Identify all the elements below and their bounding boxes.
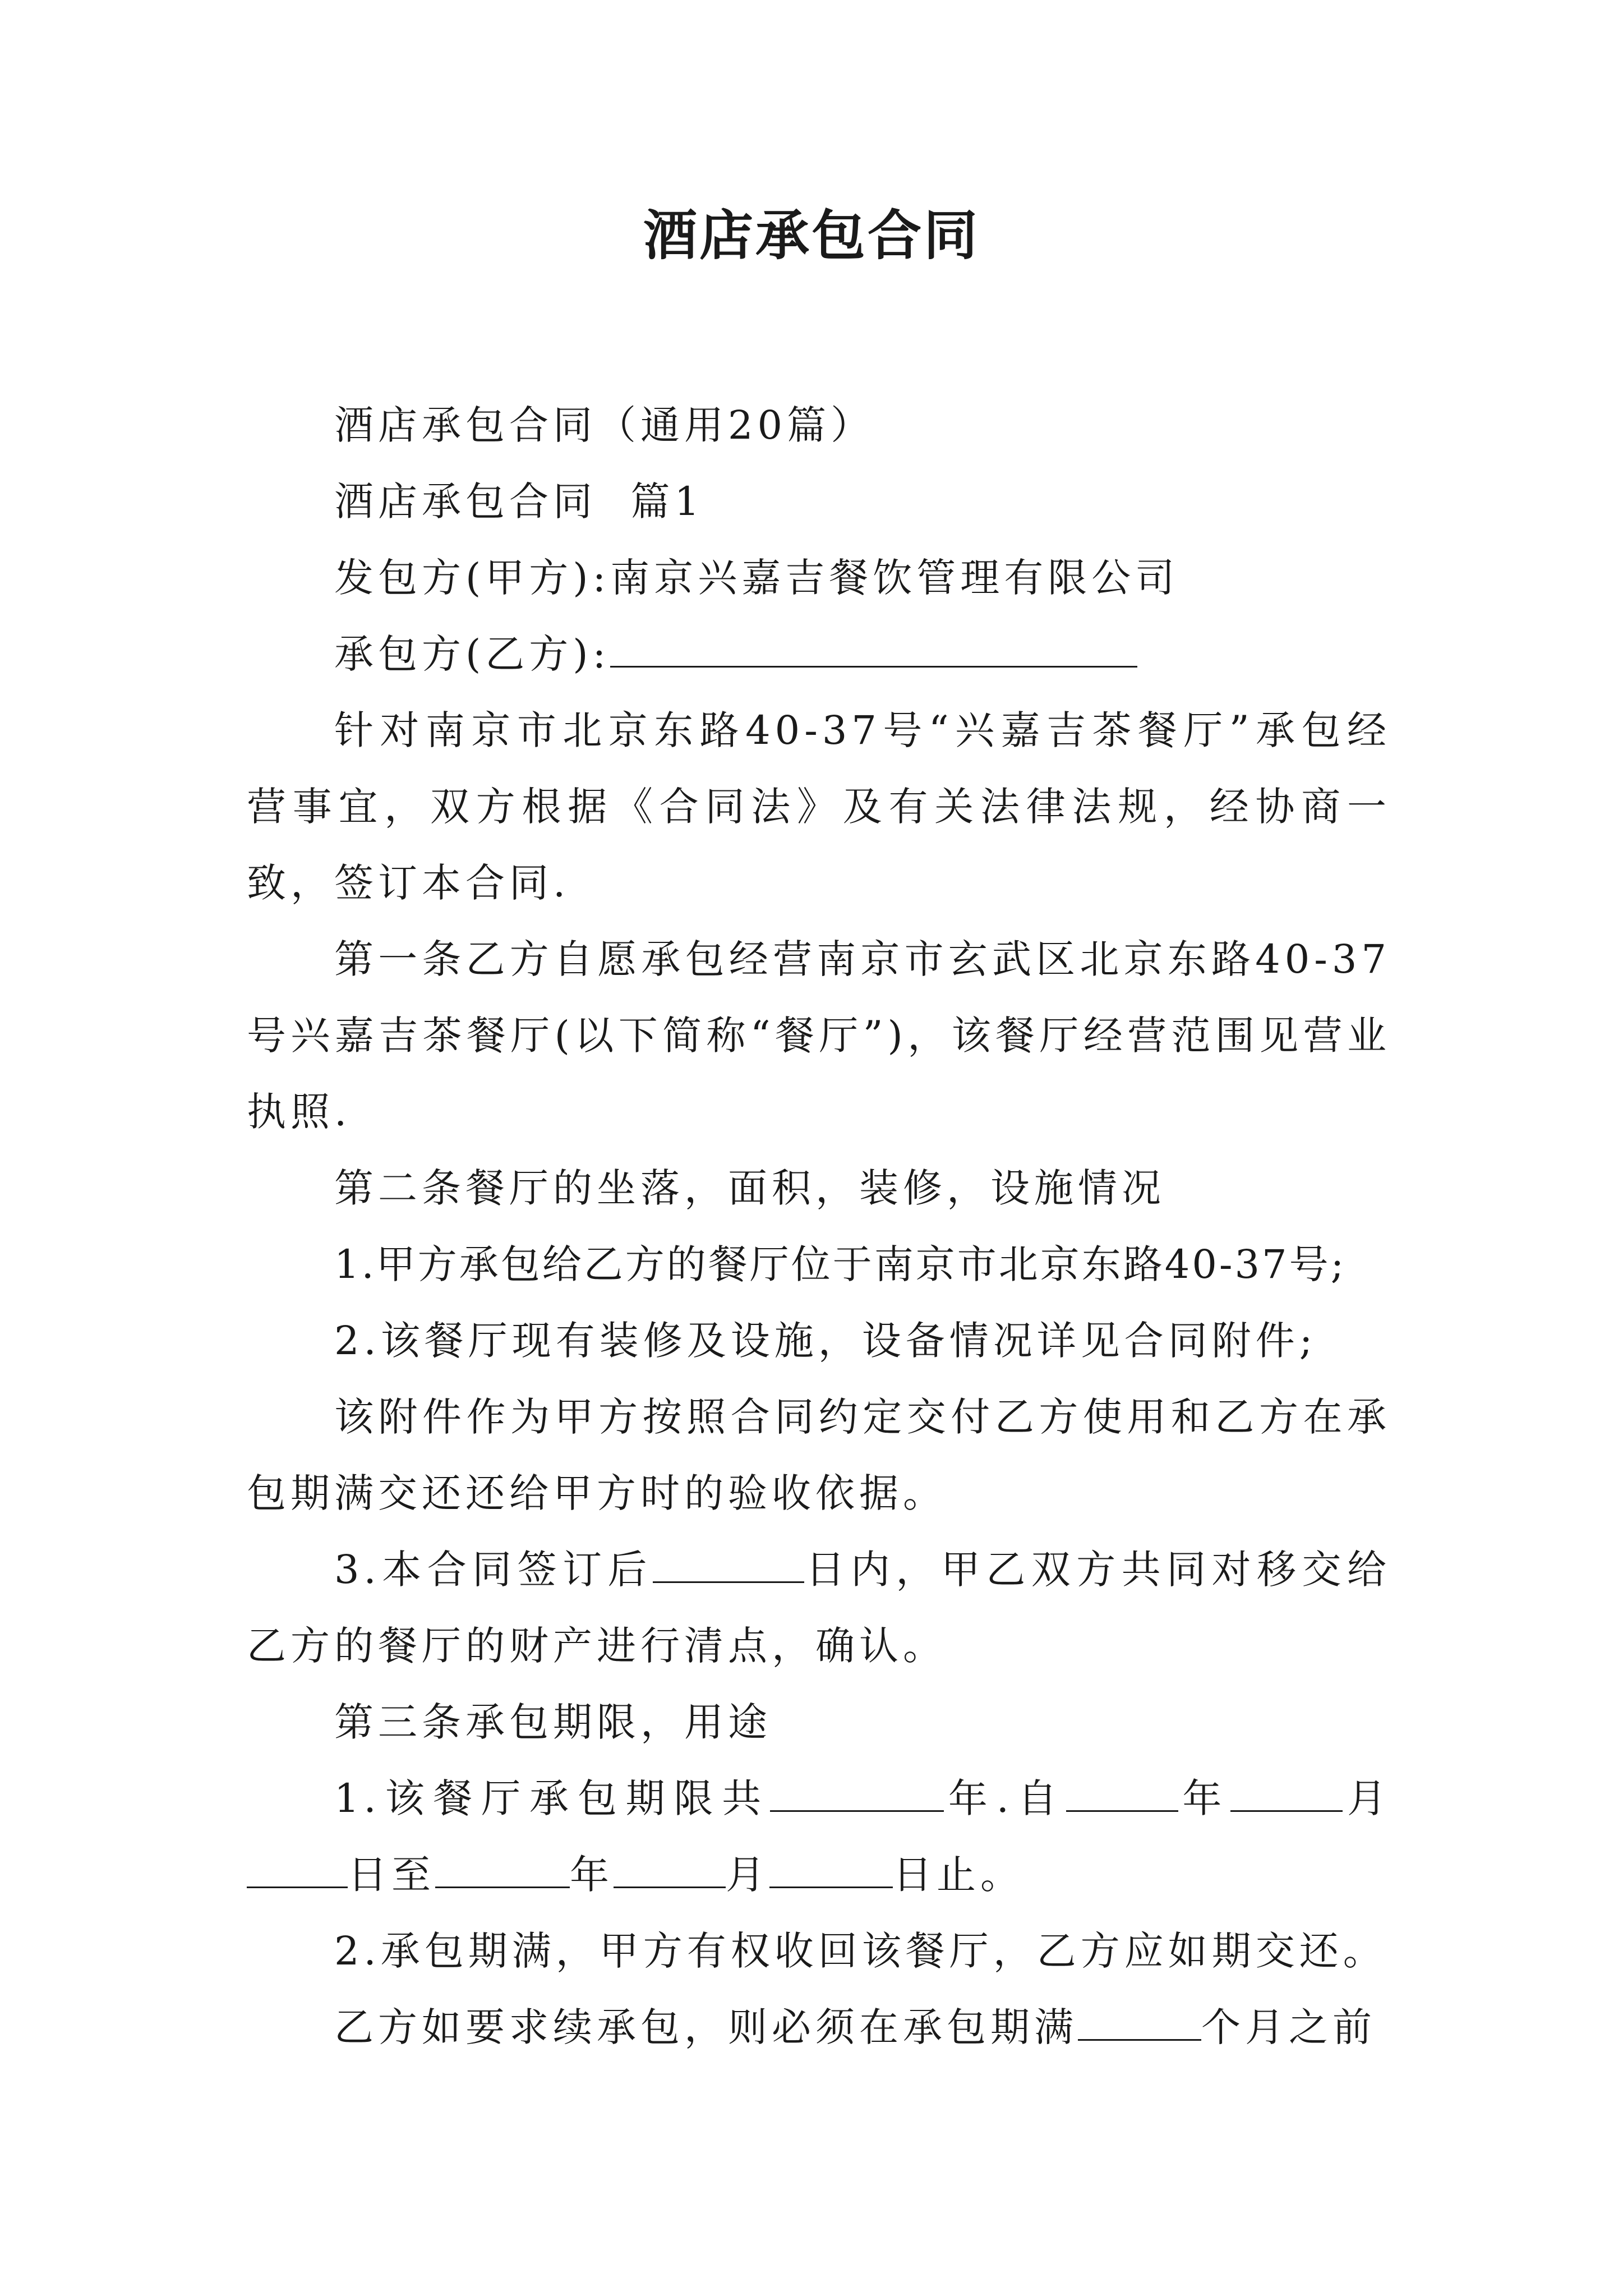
section-heading: 酒店承包合同 篇1 [334, 478, 704, 524]
start-year-label: 年 [1178, 1775, 1231, 1821]
article-1-paragraph: 第一条乙方自愿承包经营南京市玄武区北京东路40-37号兴嘉吉茶餐厅(以下简称“餐厅”)，该餐厅经营范围见营业执照. [247, 936, 1391, 1135]
article-2-item-3-lead: 3.本合同签订后 [334, 1547, 653, 1593]
end-month-label: 月 [726, 1852, 769, 1898]
document-title: 酒店承包合同 [643, 204, 980, 267]
article-2-item-2: 2.该餐厅现有装修及设施，设备情况详见合同附件; [334, 1318, 1317, 1364]
term-lead: 1.该餐厅承包期限共 [334, 1775, 771, 1821]
start-month-blank [1230, 1771, 1343, 1812]
term-from-label: 年.自 [944, 1775, 1066, 1821]
start-year-blank [1066, 1771, 1178, 1812]
party-a-paragraph: 发包方(甲方):南京兴嘉吉餐饮管理有限公司 [334, 555, 1179, 601]
article-2-heading: 第二条餐厅的坐落，面积，装修，设施情况 [334, 1165, 1165, 1211]
end-from-label: 日至 [348, 1852, 435, 1898]
end-day-blank [769, 1847, 893, 1888]
renewal-lead: 乙方如要求续承包，则必须在承包期满 [334, 2004, 1078, 2050]
renewal-tail: 个月之前 [1201, 2004, 1376, 2050]
end-label: 日止。 [893, 1852, 1024, 1898]
intro-paragraph: 针对南京市北京东路40-37号“兴嘉吉茶餐厅”承包经营事宜，双方根据《合同法》及有关法律法规，经协商一致，签订本合同. [247, 707, 1391, 906]
end-month-blank [614, 1847, 726, 1888]
article-3-item-2: 2.承包期满，甲方有权收回该餐厅，乙方应如期交还。 [334, 1928, 1387, 1974]
article-3-item-1 [247, 1760, 1391, 1913]
end-year-blank [435, 1847, 570, 1888]
handover-days-blank [653, 1542, 804, 1583]
article-2-attachment-paragraph: 该附件作为甲方按照合同约定交付乙方使用和乙方在承包期满交还还给甲方时的验收依据。 [247, 1394, 1391, 1516]
article-2-item-3-rest: 日内，甲乙双方共同对移交给乙方的餐厅的财产进行清点，确认。 [247, 1547, 1391, 1669]
term-years-blank [770, 1771, 944, 1812]
renewal-months-blank [1078, 2000, 1201, 2041]
article-3-heading: 第三条承包期限，用途 [334, 1699, 772, 1745]
article-2-item-1: 1.甲方承包给乙方的餐厅位于南京市北京东路40-37号; [334, 1241, 1347, 1287]
article-2-item-3 [247, 1531, 1391, 1684]
document-body [247, 387, 1391, 2065]
start-day-blank [247, 1847, 348, 1888]
subtitle-paragraph: 酒店承包合同（通用20篇） [334, 402, 875, 448]
end-year-label: 年 [570, 1852, 614, 1898]
party-b-paragraph [247, 616, 1391, 692]
article-3-renewal [247, 1989, 1391, 2065]
party-b-label: 承包方(乙方): [334, 631, 611, 677]
party-b-blank [610, 627, 1137, 668]
start-month-label: 月 [1343, 1775, 1391, 1821]
